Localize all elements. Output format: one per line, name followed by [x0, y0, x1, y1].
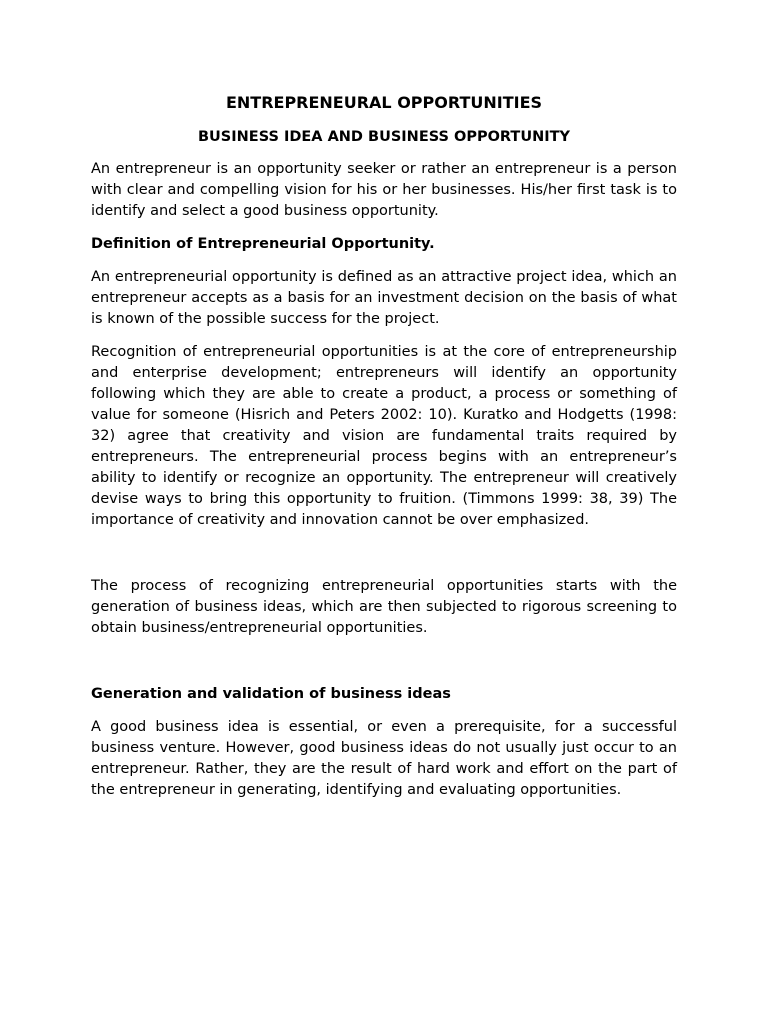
section-heading-definition: Definition of Entrepreneurial Opportunity. [91, 236, 435, 252]
process-paragraph: The process of recognizing entrepreneurial opportunities starts with the generation of business ideas, which are then subjected to rigorous screening to obtain business/entrepreneurial opportunities. [91, 578, 677, 636]
document-body [91, 92, 677, 813]
spacer [91, 543, 677, 576]
generation-paragraph: A good business idea is essential, or even a prerequisite, for a successful business venture. However, good business ideas do not usually just occur to an entrepreneur. Rather, they are the result of hard work and effort on the part of the entrepreneur in generating, identifying and evaluating opportunities. [91, 719, 677, 798]
intro-paragraph: An entrepreneur is an opportunity seeker or rather an entrepreneur is a person with clear and compelling vision for his or her businesses. His/her first task is to identify and select a good business opportunity. [91, 161, 677, 219]
document-subtitle: BUSINESS IDEA AND BUSINESS OPPORTUNITY [197, 129, 571, 145]
definition-paragraph: An entrepreneurial opportunity is defined as an attractive project idea, which an entrepreneur accepts as a basis for an investment decision on the basis of what is known of the possible success for the project. [91, 269, 677, 327]
document-title: ENTREPRENEURAL OPPORTUNITIES [225, 93, 543, 112]
section-heading-generation: Generation and validation of business ideas [91, 686, 451, 702]
spacer [91, 651, 677, 684]
recognition-paragraph: Recognition of entrepreneurial opportunities is at the core of entrepreneurship and enterprise development; entrepreneurs will identify an opportunity following which they are able to create a product, a process or something of value for someone (Hisrich and Peters 2002: 10). Kuratko and Hodgetts (1998: 32) agree that creativity and vision are fundamental traits required by entrepreneurs. The entrepreneurial process begins with an entrepreneur’s ability to identify or recognize an opportunity. The entrepreneur will creatively devise ways to bring this opportunity to fruition. (Timmons 1999: 38, 39) The importance of creativity and innovation cannot be over emphasized. [91, 344, 677, 528]
